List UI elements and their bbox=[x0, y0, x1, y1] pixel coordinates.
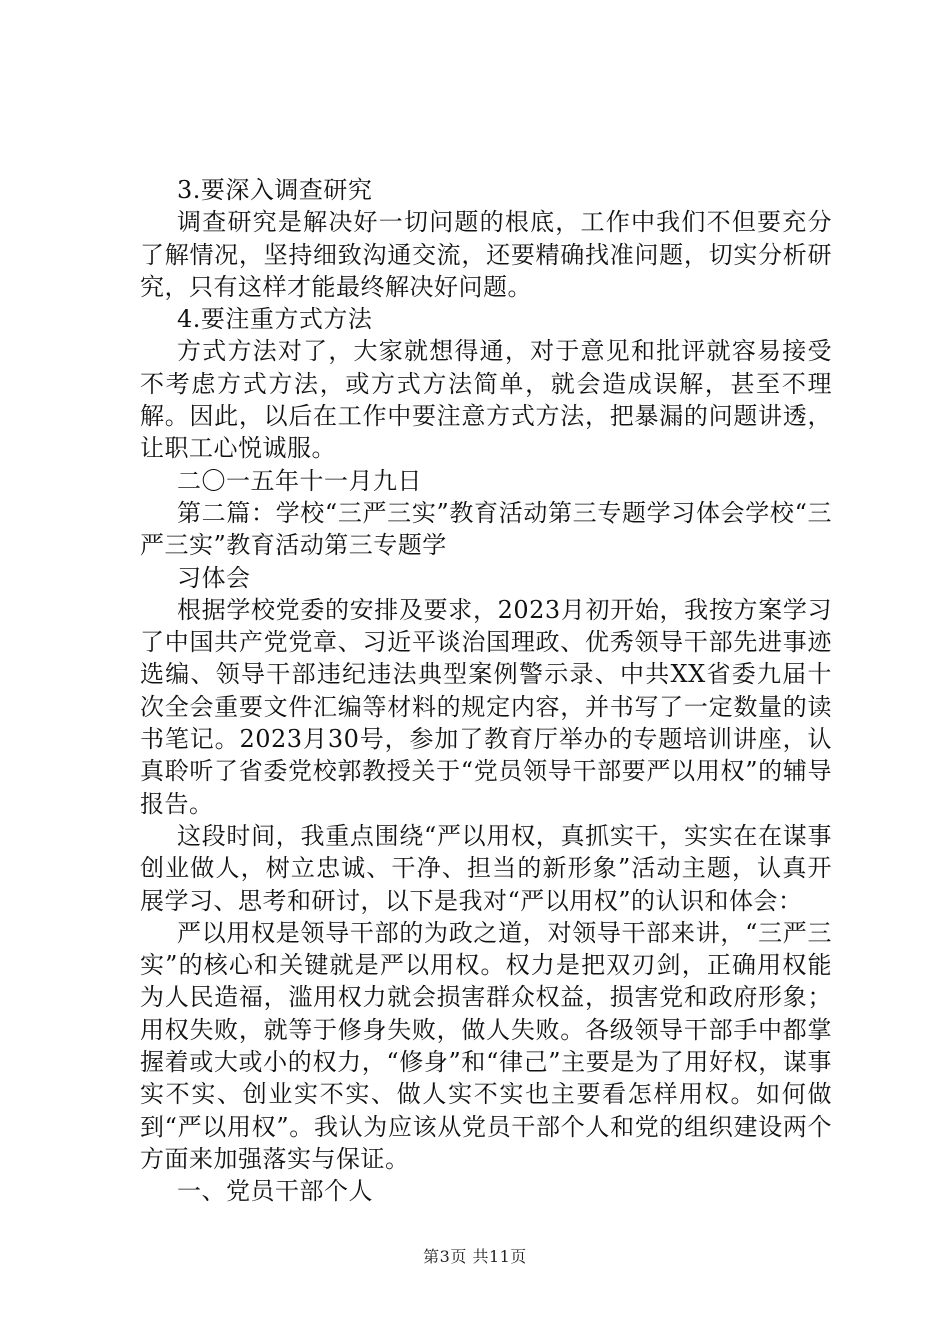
paragraph-study-arrangement: 根据学校党委的安排及要求，2023月初开始，我按方案学习了中国共产党党章、习近平谈治国理政、优秀领导干部先进事迹选编、领导干部违纪违法典型案例警示录、中共XX省委九届十次全会重要文件汇编等材料的规定内容，并书写了一定数量的读书笔记。2023月30号，参加了教育厅举办的专题培训讲座，认真聆听了省委党校郭教授关于“党员领导干部要严以用权”的辅导报告。 bbox=[140, 595, 832, 818]
paragraph-investigation: 调查研究是解决好一切问题的根底，工作中我们不但要充分了解情况，坚持细致沟通交流，还要精确找准问题，切实分析研究，只有这样才能最终解决好问题。 bbox=[140, 208, 832, 301]
date-line: 二〇一五年十一月九日 bbox=[177, 466, 422, 495]
second-article-title: 第二篇：学校“三严三实”教育活动第三专题学习体会学校“三严三实”教育活动第三专题学 bbox=[140, 498, 832, 560]
paragraph-methods: 方式方法对了，大家就想得通，对于意见和批评就容易接受不考虑方式方法，或方式方法简单，就会造成误解，甚至不理解。因此，以后在工作中要注意方式方法，把暴漏的问题讲透，让职工心悦诚服。 bbox=[140, 337, 832, 463]
second-article-title-cont: 习体会 bbox=[177, 563, 251, 592]
heading-4-methods: 4.要注重方式方法 bbox=[177, 305, 373, 334]
heading-3-investigation: 3.要深入调查研究 bbox=[177, 176, 373, 204]
page-number: 第3页 共11页 bbox=[423, 1247, 527, 1266]
paragraph-theme: 这段时间，我重点围绕“严以用权，真抓实干，实实在在谋事创业做人，树立忠诚、干净、担当的新形象”活动主题，认真开展学习、思考和研讨，以下是我对“严以用权”的认识和体会： bbox=[140, 821, 832, 915]
paragraph-strict-power: 严以用权是领导干部的为政之道，对领导干部来讲，“三严三实”的核心和关键就是严以用权。权力是把双刃剑，正确用权能为人民造福，滥用权力就会损害群众权益，损害党和政府形象；用权失败，就等于修身失败，做人失败。各级领导干部手中都掌握着或大或小的权力，“修身”和“律己”主要是为了用好权，谋事实不实、创业实不实、做人实不实也主要看怎样用权。如何做到“严以用权”。我认为应该从党员干部个人和党的组织建设两个方面来加强落实与保证。 bbox=[140, 918, 832, 1173]
page-footer bbox=[0, 1244, 950, 1267]
section-heading-individual: 一、党员干部个人 bbox=[177, 1177, 373, 1206]
document-body bbox=[140, 174, 832, 1208]
